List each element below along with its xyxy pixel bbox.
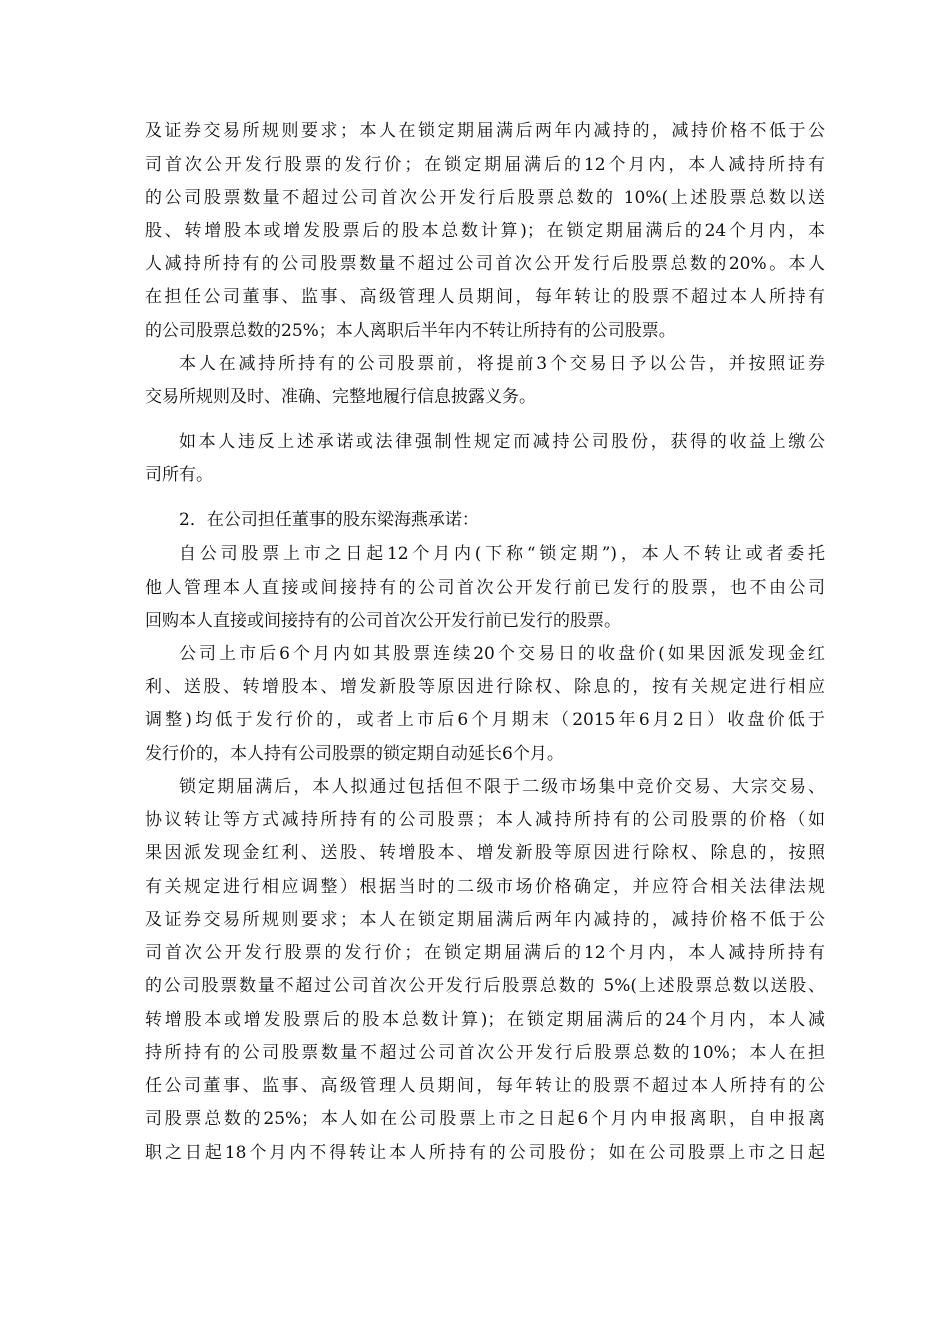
paragraph-line: 如本人违反上述承诺或法律强制性规定而减持公司股份，获得的收益上缴公 (179, 432, 825, 452)
paragraph-line: 职之日起18个月内不得转让本人所持有的公司股份；如在公司股票上市之日起 (145, 1143, 825, 1163)
paragraph-line: 交易所规则及时、准确、完整地履行信息披露义务。 (145, 387, 536, 407)
paragraph-line: 果因派发现金红利、送股、转增股本、增发新股等原因进行除权、除息的，按照 (145, 843, 825, 863)
paragraph-line: 及证券交易所规则要求；本人在锁定期届满后两年内减持的，减持价格不低于公 (145, 121, 825, 141)
paragraph-line: 本人在减持所持有的公司股票前，将提前3个交易日予以公告，并按照证券 (179, 354, 825, 374)
paragraph-line: 司首次公开发行股票的发行价；在锁定期届满后的12个月内，本人减持所持有 (145, 155, 825, 175)
paragraph-line: 的公司股票总数的25%；本人离职后半年内不转让所持有的公司股票。 (145, 321, 676, 341)
paragraph-line: 在担任公司董事、监事、高级管理人员期间，每年转让的股票不超过本人所持有 (145, 287, 825, 307)
paragraph-line: 回购本人直接或间接持有的公司首次公开发行前已发行的股票。 (145, 611, 621, 631)
paragraph-line: 的公司股票数量不超过公司首次公开发行后股票总数的 10%(上述股票总数以送 (145, 188, 825, 208)
paragraph-line: 有关规定进行相应调整）根据当时的二级市场价格确定，并应符合相关法律法规 (145, 877, 825, 897)
paragraph-line: 自公司股票上市之日起12个月内(下称“锁定期”)，本人不转让或者委托 (179, 544, 825, 564)
paragraph-line: 司股票总数的25%；本人如在公司股票上市之日起6个月内申报离职，自申报离 (145, 1109, 825, 1129)
paragraph-line: 协议转让等方式减持所持有的公司股票；本人减持所持有的公司股票的价格（如 (145, 810, 825, 830)
paragraph-line: 公司上市后6个月内如其股票连续20个交易日的收盘价(如果因派发现金红 (179, 644, 825, 664)
paragraph-line: 持所持有的公司股票数量不超过公司首次公开发行后股票总数的10%；本人在担 (145, 1043, 825, 1063)
paragraph-line: 转增股本或增发股票后的股本总数计算)；在锁定期届满后的24个月内，本人减 (145, 1010, 825, 1030)
section-heading: 2．在公司担任董事的股东梁海燕承诺： (179, 510, 479, 530)
paragraph-line: 司所有。 (145, 465, 213, 485)
paragraph-line: 任公司董事、监事、高级管理人员期间，每年转让的股票不超过本人所持有的公 (145, 1076, 825, 1096)
paragraph-line: 的公司股票数量不超过公司首次公开发行后股票总数的 5%(上述股票总数以送股、 (145, 976, 825, 996)
paragraph-line: 调整)均低于发行价的，或者上市后6个月期末（2015年6月2日）收盘价低于 (145, 710, 825, 730)
paragraph-line: 司首次公开发行股票的发行价；在锁定期届满后的12个月内，本人减持所持有 (145, 943, 825, 963)
paragraph-line: 股、转增股本或增发股票后的股本总数计算)；在锁定期届满后的24个月内，本 (145, 221, 825, 241)
paragraph-line: 及证券交易所规则要求；本人在锁定期届满后两年内减持的，减持价格不低于公 (145, 910, 825, 930)
paragraph-line: 人减持所持有的公司股票数量不超过公司首次公开发行后股票总数的20%。本人 (145, 254, 825, 274)
paragraph-line: 他人管理本人直接或间接持有的公司首次公开发行前已发行的股票，也不由公司 (145, 578, 825, 598)
paragraph-line: 锁定期届满后，本人拟通过包括但不限于二级市场集中竞价交易、大宗交易、 (179, 777, 825, 797)
paragraph-line: 发行价的，本人持有公司股票的锁定期自动延长6个月。 (145, 744, 564, 764)
paragraph-line: 利、送股、转增股本、增发新股等原因进行除权、除息的，按有关规定进行相应 (145, 677, 825, 697)
